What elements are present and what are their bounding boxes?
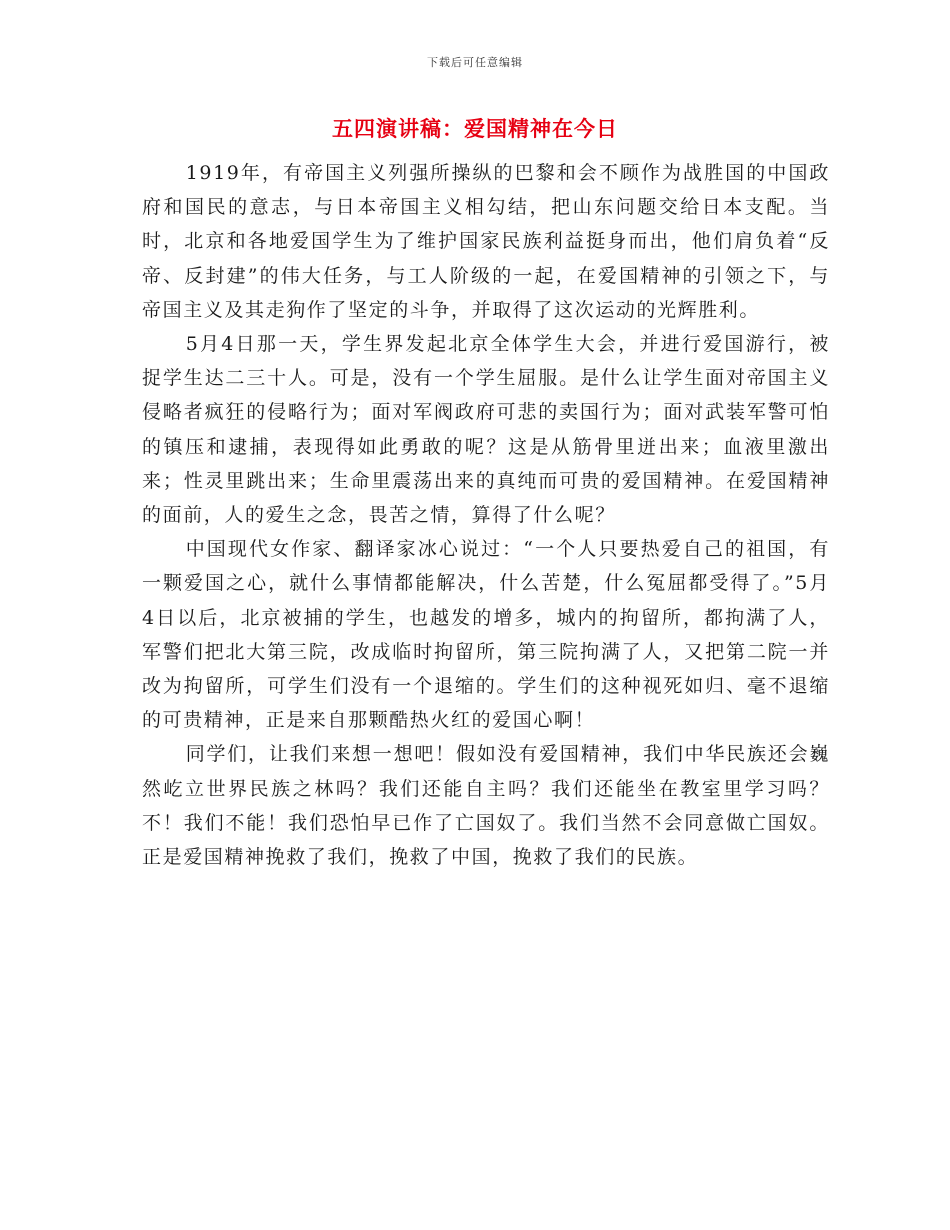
paragraph-3: 中国现代女作家、翻译家冰心说过：“一个人只要热爱自己的祖国，有一颗爱国之心，就什么事情都能解决，什么苦楚，什么冤屈都受得了。”5月4日以后，北京被捕的学生，也越发的增多，城内的拘留所，都拘满了人，军警们把北大第三院，改成临时拘留所，第三院拘满了人，又把第二院一并改为拘留所，可学生们没有一个退缩的。学生们的这种视死如归、毫不退缩的可贵精神，正是来自那颗酷热火红的爱国心啊！ bbox=[142, 538, 830, 732]
body-text bbox=[142, 156, 830, 874]
paragraph-4: 同学们，让我们来想一想吧！假如没有爱国精神，我们中华民族还会巍然屹立世界民族之林吗？我们还能自主吗？我们还能坐在教室里学习吗？不！我们不能！我们恐怕早已作了亡国奴了。我们当然不会同意做亡国奴。正是爱国精神挽救了我们，挽救了中国，挽救了我们的民族。 bbox=[142, 743, 830, 869]
page-title: 五四演讲稿：爱国精神在今日 bbox=[332, 117, 618, 141]
header-note: 下载后可任意编辑 bbox=[427, 56, 523, 69]
paragraph-1: 1919年，有帝国主义列强所操纵的巴黎和会不顾作为战胜国的中国政府和国民的意志，与日本帝国主义相勾结，把山东问题交给日本支配。当时，北京和各地爱国学生为了维护国家民族利益挺身而出，他们肩负着“反帝、反封建”的伟大任务，与工人阶级的一起，在爱国精神的引领之下，与帝国主义及其走狗作了坚定的斗争，并取得了这次运动的光辉胜利。 bbox=[142, 162, 830, 321]
paragraph-2: 5月4日那一天，学生界发起北京全体学生大会，并进行爱国游行，被捉学生达二三十人。可是，没有一个学生屈服。是什么让学生面对帝国主义侵略者疯狂的侵略行为；面对军阀政府可悲的卖国行为；面对武装军警可怕的镇压和逮捕，表现得如此勇敢的呢？这是从筋骨里迸出来；血液里激出来；性灵里跳出来；生命里震荡出来的真纯而可贵的爱国精神。在爱国精神的面前，人的爱生之念，畏苦之情，算得了什么呢？ bbox=[142, 333, 830, 527]
